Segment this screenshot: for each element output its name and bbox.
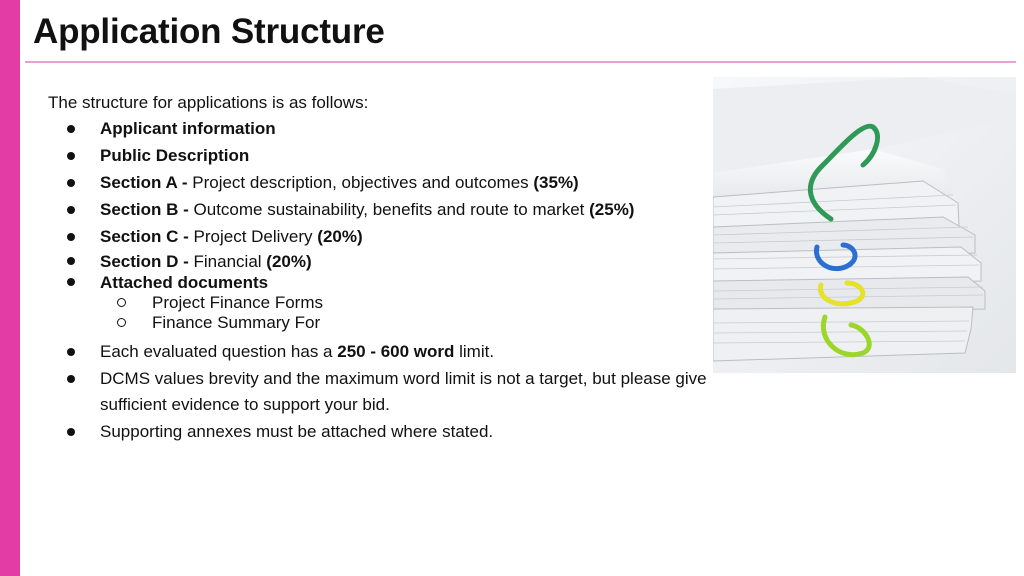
sublist-item-label: Finance Summary For [152,313,321,332]
bullet-dot-icon [67,278,75,286]
section-weight: (20%) [266,252,312,271]
list-item-label: Applicant information [100,119,276,138]
bullet-dot-icon [67,348,75,356]
hollow-bullet-icon [117,318,126,327]
section-weight: (20%) [317,227,363,246]
sublist-item [152,293,708,313]
hollow-bullet-icon [117,298,126,307]
bullet-dot-icon [67,233,75,241]
section-lead: Section A - [100,173,193,192]
slide-body [48,90,708,445]
accent-side-bar [0,0,20,576]
bullet-dot-icon [67,257,75,265]
brevity-text: DCMS values brevity and the maximum word limit is not a target, but please give sufficient evidence to support your bid. [100,369,707,414]
list-item-public-description [48,143,708,169]
intro-text: The structure for applications is as follows: [48,93,369,112]
bullet-dot-icon [67,375,75,383]
section-text: Project description, objectives and outcomes [192,173,534,192]
section-weight: (25%) [589,200,635,219]
list-item-section-d [48,251,708,272]
section-lead: Section C - [100,227,194,246]
bullet-dot-icon [67,206,75,214]
sublist-item-label: Project Finance Forms [152,293,323,312]
bullet-dot-icon [67,179,75,187]
word-limit-pre: Each evaluated question has a [100,342,338,361]
title-underline-rule [25,61,1016,63]
word-limit-post: limit. [454,342,495,361]
list-item-section-b [48,197,708,223]
attached-documents-sublist [100,293,708,333]
list-item-label: Public Description [100,146,250,165]
annexes-text: Supporting annexes must be attached where stated. [100,422,494,441]
list-item-label: Attached documents [100,273,269,292]
section-lead: Section D - [100,252,194,271]
list-item-section-c [48,224,708,250]
bullet-dot-icon [67,125,75,133]
sublist-item [152,313,708,333]
slide-title: Application Structure [33,12,385,51]
section-text: Outcome sustainability, benefits and route to market [193,200,590,219]
bullet-dot-icon [67,428,75,436]
section-text: Project Delivery [193,227,318,246]
section-text: Financial [193,252,267,271]
list-item-section-a [48,170,708,196]
list-item-word-limit [48,339,708,365]
list-item-attached-documents [48,272,708,333]
word-limit-value: 250 - 600 word [337,342,455,361]
section-weight: (35%) [533,173,579,192]
list-item-brevity [48,366,708,418]
section-lead: Section B - [100,200,194,219]
list-item-annexes [48,419,708,445]
stacked-papers-photo [713,77,1016,373]
bullet-list [48,116,708,445]
bullet-dot-icon [67,152,75,160]
list-item-applicant-information [48,116,708,142]
